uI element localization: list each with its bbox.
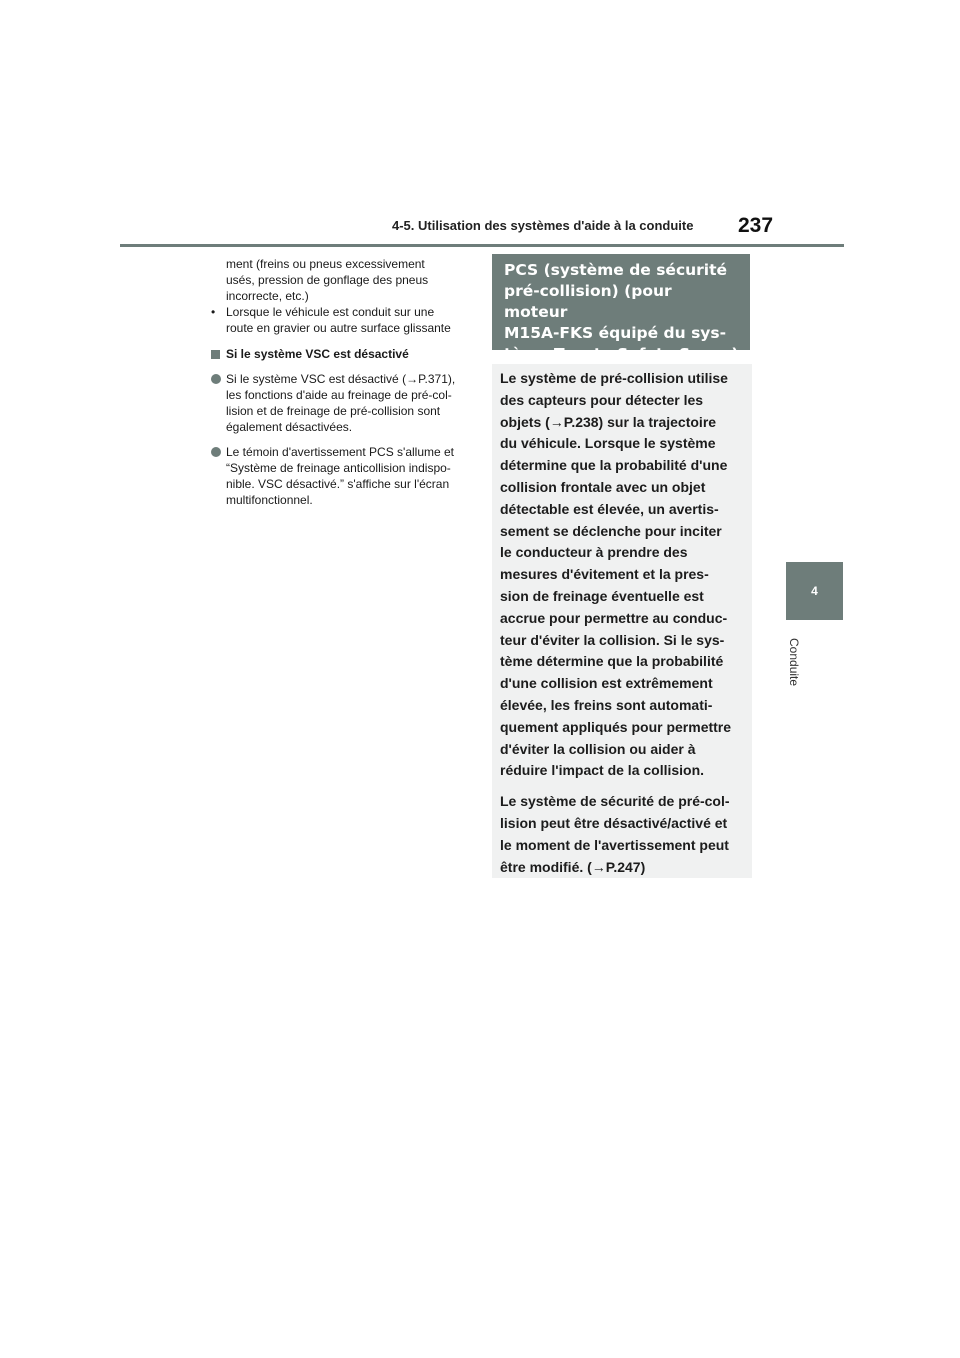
text-line: réduire l'impact de la collision.: [500, 762, 705, 779]
circle-marker-icon: [211, 374, 221, 384]
section-summary-box: [492, 364, 752, 878]
square-marker-icon: [211, 350, 220, 359]
text-line: également désactivées.: [226, 420, 353, 434]
text-line: sion de freinage éventuelle est: [500, 587, 704, 604]
text-line: détermine que la probabilité d'une: [500, 457, 728, 474]
header-divider: [120, 244, 844, 247]
text-line: du véhicule. Lorsque le système: [500, 435, 716, 452]
text-line: quement appliqués pour permettre: [500, 718, 732, 735]
text-line: Si le système VSC est désactivé (→P.371),: [226, 372, 456, 386]
text-line: Le témoin d'avertissement PCS s'allume et: [226, 445, 455, 459]
text-line: objets (→P.238) sur la trajectoire: [500, 413, 717, 430]
summary-paragraph: [500, 368, 744, 782]
summary-paragraph: [500, 791, 744, 878]
text-line: usés, pression de gonflage des pneus: [226, 273, 429, 287]
text-line: accrue pour permettre au conduc-: [500, 609, 728, 626]
list-item: [211, 371, 473, 435]
text-line: teur d'éviter la collision. Si le sys-: [500, 631, 725, 648]
text-line: être modifié. (→P.247): [500, 858, 646, 875]
text-line: tème détermine que la probabilité: [500, 653, 724, 670]
section-heading: [492, 254, 750, 363]
chapter-label: Conduite: [787, 638, 801, 687]
subheading-text: Si le système VSC est désactivé: [226, 347, 409, 361]
text-line: incorrecte, etc.): [226, 289, 309, 303]
text-line: sement se déclenche pour inciter: [500, 522, 722, 539]
text-line: Lorsque le véhicule est conduit sur une: [226, 305, 435, 319]
text-line: Le système de sécurité de pré-col-: [500, 793, 730, 810]
page-number: 237: [738, 214, 774, 237]
text-line: d'éviter la collision ou aider à: [500, 740, 696, 757]
subheading: [211, 346, 473, 362]
heading-line: pré-collision) (pour moteur: [504, 282, 672, 321]
text-line: collision frontale avec un objet: [500, 478, 706, 495]
heading-line: PCS (système de sécurité: [504, 261, 728, 279]
text-line: ment (freins ou pneus excessivement: [226, 257, 425, 271]
text-line: nible. VSC désactivé.” s'affiche sur l'écran: [226, 477, 450, 491]
continuation-text: [211, 256, 473, 304]
bullet-glyph: •: [211, 305, 216, 319]
text-line: détectable est élevée, un avertis-: [500, 500, 719, 517]
chapter-tab: [786, 562, 843, 620]
text-line: Le système de pré-collision utilise: [500, 370, 728, 386]
heading-line: tème Toyota Safety Sense): [504, 345, 739, 363]
text-line: mesures d'évitement et la pres-: [500, 566, 709, 583]
left-column: [211, 256, 473, 508]
list-item: [211, 444, 473, 508]
text-line: “Système de freinage anticollision indispo-: [226, 461, 451, 475]
heading-line: M15A-FKS équipé du sys-: [504, 324, 727, 342]
text-line: route en gravier ou autre surface glissante: [226, 321, 451, 335]
text-line: des capteurs pour détecter les: [500, 391, 704, 408]
circle-marker-icon: [211, 447, 221, 457]
text-line: lision peut être désactivé/activé et: [500, 814, 728, 831]
text-line: le conducteur à prendre des: [500, 544, 688, 561]
text-line: élevée, les freins sont automati-: [500, 696, 713, 713]
text-line: les fonctions d'aide au freinage de pré-col-: [226, 388, 452, 402]
text-line: multifonctionnel.: [226, 493, 313, 507]
text-line: d'une collision est extrêmement: [500, 675, 713, 692]
bullet-item: [211, 304, 473, 336]
section-title: 4-5. Utilisation des systèmes d'aide à la conduite: [392, 218, 694, 233]
chapter-number: 4: [811, 584, 818, 598]
text-line: le moment de l'avertissement peut: [500, 836, 729, 853]
text-line: lision et de freinage de pré-collision sont: [226, 404, 441, 418]
